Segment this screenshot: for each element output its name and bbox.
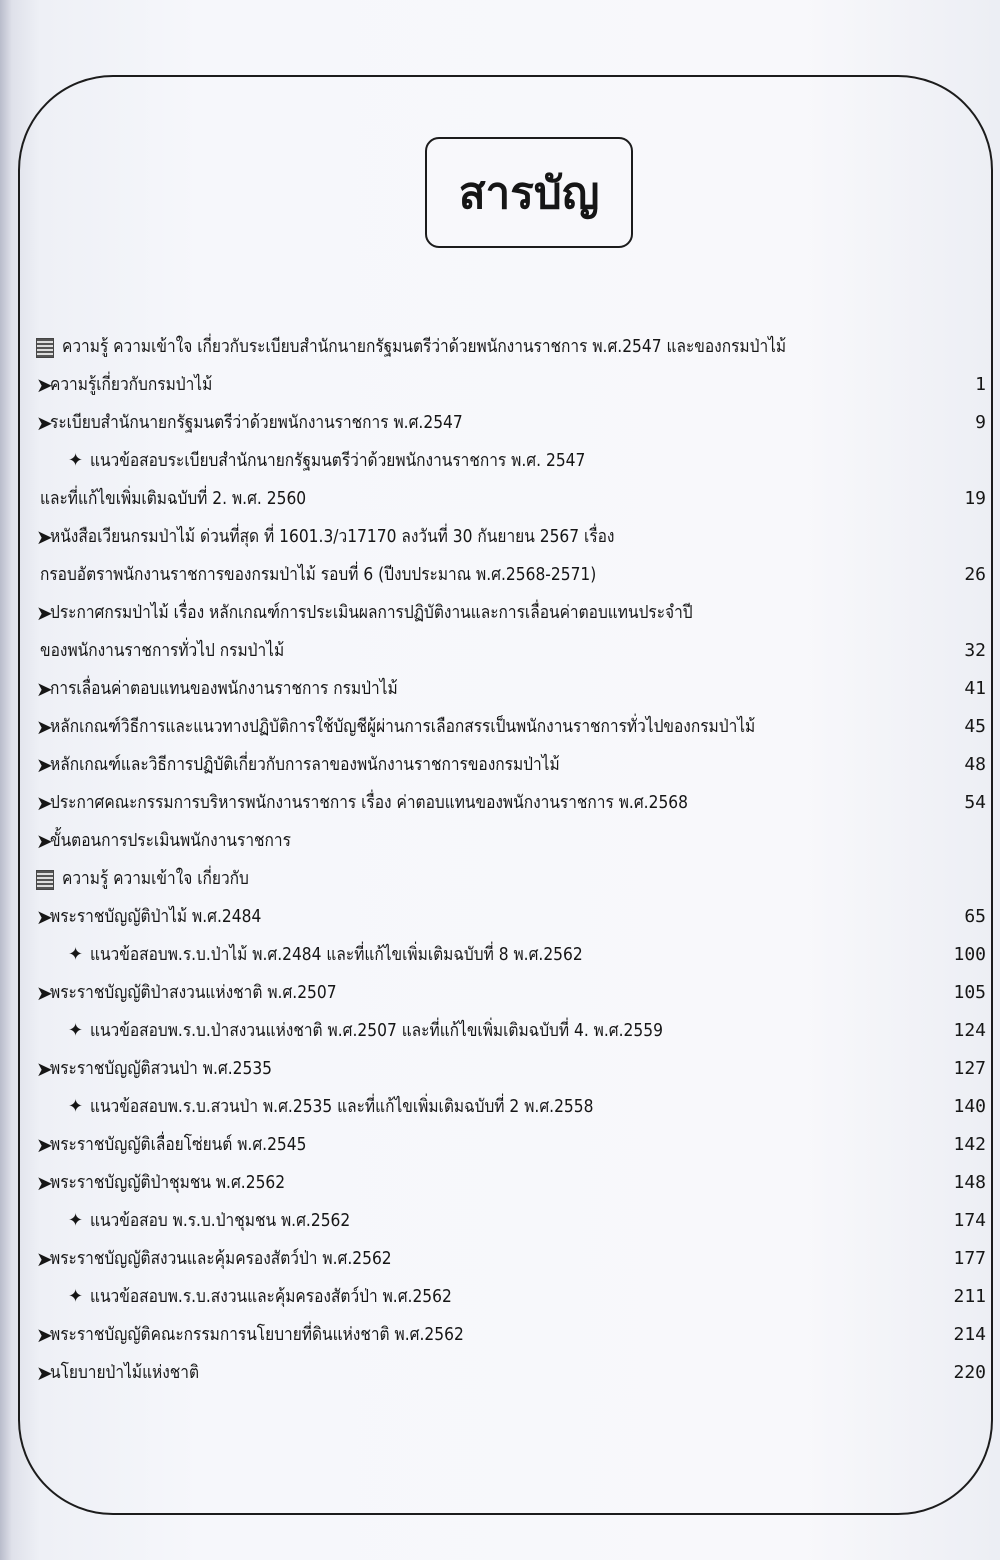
star-bullet-icon: ✦	[68, 1286, 84, 1307]
toc-entry	[30, 1164, 990, 1202]
toc-entry-title: ความรู้เกี่ยวกับกรมป่าไม้	[50, 374, 213, 395]
toc-entry	[30, 784, 990, 822]
toc-page-number: 26	[964, 564, 986, 585]
toc-page-number: 65	[964, 906, 986, 927]
toc-entry-title: พระราชบัญญัติสงวนและคุ้มครองสัตว์ป่า พ.ศ.2562	[50, 1248, 392, 1269]
arrow-bullet-icon: ➤	[36, 981, 53, 1005]
toc-page-number: 41	[964, 678, 986, 699]
toc-page-number: 48	[964, 754, 986, 775]
toc-entry	[30, 936, 990, 974]
toc-entry	[30, 366, 990, 404]
toc-entry-title: และที่แก้ไขเพิ่มเติมฉบับที่ 2. พ.ศ. 2560	[40, 488, 307, 509]
toc-page-number: 174	[953, 1210, 986, 1231]
document-icon	[36, 870, 54, 890]
arrow-bullet-icon: ➤	[36, 791, 53, 815]
toc-entry-title: แนวข้อสอบ พ.ร.บ.ป่าชุมชน พ.ศ.2562	[90, 1210, 351, 1231]
toc-entry-title: พระราชบัญญัติเลื่อยโซ่ยนต์ พ.ศ.2545	[50, 1134, 307, 1155]
document-icon	[36, 338, 54, 358]
arrow-bullet-icon: ➤	[36, 1133, 53, 1157]
toc-entry-title: ความรู้ ความเข้าใจ เกี่ยวกับ	[62, 868, 249, 889]
toc-entry-title: พระราชบัญญัติสวนป่า พ.ศ.2535	[50, 1058, 273, 1079]
arrow-bullet-icon: ➤	[36, 829, 53, 853]
star-bullet-icon: ✦	[68, 1210, 84, 1231]
toc-page-number: 140	[953, 1096, 986, 1117]
toc-entry	[30, 746, 990, 784]
arrow-bullet-icon: ➤	[36, 1171, 53, 1195]
arrow-bullet-icon: ➤	[36, 1323, 53, 1347]
toc-entry	[30, 442, 990, 480]
arrow-bullet-icon: ➤	[36, 411, 53, 435]
page-title: สารบัญ	[425, 137, 633, 248]
toc-entry-title: พระราชบัญญัติป่าสงวนแห่งชาติ พ.ศ.2507	[50, 982, 337, 1003]
toc-entry	[30, 1012, 990, 1050]
toc-entry-title: แนวข้อสอบระเบียบสำนักนายกรัฐมนตรีว่าด้วยพนักงานราชการ พ.ศ. 2547	[90, 450, 586, 471]
toc-entry	[30, 404, 990, 442]
toc-page-number: 220	[953, 1362, 986, 1383]
toc-entry	[30, 860, 990, 898]
star-bullet-icon: ✦	[68, 1096, 84, 1117]
arrow-bullet-icon: ➤	[36, 715, 53, 739]
toc-entry-title: ระเบียบสำนักนายกรัฐมนตรีว่าด้วยพนักงานราชการ พ.ศ.2547	[50, 412, 463, 433]
toc-entry-title: แนวข้อสอบพ.ร.บ.สงวนและคุ้มครองสัตว์ป่า พ.ศ.2562	[90, 1286, 452, 1307]
toc-page-number: 45	[964, 716, 986, 737]
star-bullet-icon: ✦	[68, 450, 84, 471]
toc-page-number: 124	[953, 1020, 986, 1041]
toc-entry-title: หลักเกณฑ์วิธีการและแนวทางปฏิบัติการใช้บัญชีผู้ผ่านการเลือกสรรเป็นพนักงานราชการทั่วไปของกรมป่าไม้	[50, 716, 756, 737]
toc-page-number: 105	[953, 982, 986, 1003]
toc-entry-title: ของพนักงานราชการทั่วไป กรมป่าไม้	[40, 640, 285, 661]
toc-entry	[30, 1316, 990, 1354]
toc-entry	[30, 1202, 990, 1240]
arrow-bullet-icon: ➤	[36, 1247, 53, 1271]
arrow-bullet-icon: ➤	[36, 525, 53, 549]
toc-page-number: 9	[975, 412, 986, 433]
toc-entry-title: แนวข้อสอบพ.ร.บ.ป่าไม้ พ.ศ.2484 และที่แก้ไขเพิ่มเติมฉบับที่ 8 พ.ศ.2562	[90, 944, 583, 965]
toc-entry-title: ประกาศคณะกรรมการบริหารพนักงานราชการ เรื่อง ค่าตอบแทนของพนักงานราชการ พ.ศ.2568	[50, 792, 688, 813]
toc-entry	[30, 328, 990, 366]
toc-page-number: 214	[953, 1324, 986, 1345]
toc-entry	[30, 1278, 990, 1316]
toc-page-number: 211	[953, 1286, 986, 1307]
toc-page-number: 32	[964, 640, 986, 661]
toc-page-number: 54	[964, 792, 986, 813]
toc-entry	[30, 670, 990, 708]
toc-entry	[30, 480, 990, 518]
toc-page-number: 127	[953, 1058, 986, 1079]
toc-page-number: 1	[975, 374, 986, 395]
toc-page-number: 142	[953, 1134, 986, 1155]
toc-entry	[30, 1126, 990, 1164]
star-bullet-icon: ✦	[68, 944, 84, 965]
toc-entry-title: ความรู้ ความเข้าใจ เกี่ยวกับระเบียบสำนักนายกรัฐมนตรีว่าด้วยพนักงานราชการ พ.ศ.2547 และของกรมป่าไม้	[62, 336, 787, 357]
toc-entry	[30, 1088, 990, 1126]
toc-entry	[30, 1240, 990, 1278]
toc-entry-title: กรอบอัตราพนักงานราชการของกรมป่าไม้ รอบที่ 6 (ปีงบประมาณ พ.ศ.2568-2571)	[40, 564, 597, 585]
star-bullet-icon: ✦	[68, 1020, 84, 1041]
toc-entry-title: ประกาศกรมป่าไม้ เรื่อง หลักเกณฑ์การประเมินผลการปฏิบัติงานและการเลื่อนค่าตอบแทนประจำปี	[50, 602, 693, 623]
toc-entry-title: นโยบายป่าไม้แห่งชาติ	[50, 1362, 200, 1383]
arrow-bullet-icon: ➤	[36, 601, 53, 625]
table-of-contents	[30, 328, 990, 1392]
toc-entry-title: หนังสือเวียนกรมป่าไม้ ด่วนที่สุด ที่ 1601.3/ว17170 ลงวันที่ 30 กันยายน 2567 เรื่อง	[50, 526, 615, 547]
toc-entry-title: หลักเกณฑ์และวิธีการปฏิบัติเกี่ยวกับการลาของพนักงานราชการของกรมป่าไม้	[50, 754, 560, 775]
toc-entry-title: การเลื่อนค่าตอบแทนของพนักงานราชการ กรมป่าไม้	[50, 678, 398, 699]
toc-entry	[30, 518, 990, 556]
toc-entry	[30, 1354, 990, 1392]
toc-entry-title: พระราชบัญญัติป่าชุมชน พ.ศ.2562	[50, 1172, 286, 1193]
arrow-bullet-icon: ➤	[36, 677, 53, 701]
arrow-bullet-icon: ➤	[36, 373, 53, 397]
toc-entry	[30, 594, 990, 632]
toc-entry-title: ขั้นตอนการประเมินพนักงานราชการ	[50, 830, 291, 851]
arrow-bullet-icon: ➤	[36, 1361, 53, 1385]
toc-page-number: 148	[953, 1172, 986, 1193]
toc-page-number: 177	[953, 1248, 986, 1269]
toc-entry-title: แนวข้อสอบพ.ร.บ.สวนป่า พ.ศ.2535 และที่แก้ไขเพิ่มเติมฉบับที่ 2 พ.ศ.2558	[90, 1096, 594, 1117]
toc-entry-title: พระราชบัญญัติคณะกรรมการนโยบายที่ดินแห่งชาติ พ.ศ.2562	[50, 1324, 464, 1345]
toc-page-number: 100	[953, 944, 986, 965]
toc-entry	[30, 556, 990, 594]
toc-entry-title: แนวข้อสอบพ.ร.บ.ป่าสงวนแห่งชาติ พ.ศ.2507 และที่แก้ไขเพิ่มเติมฉบับที่ 4. พ.ศ.2559	[90, 1020, 663, 1041]
arrow-bullet-icon: ➤	[36, 1057, 53, 1081]
arrow-bullet-icon: ➤	[36, 753, 53, 777]
toc-entry	[30, 708, 990, 746]
toc-entry-title: พระราชบัญญัติป่าไม้ พ.ศ.2484	[50, 906, 262, 927]
toc-entry	[30, 632, 990, 670]
toc-entry	[30, 1050, 990, 1088]
toc-entry	[30, 822, 990, 860]
toc-page-number: 19	[964, 488, 986, 509]
arrow-bullet-icon: ➤	[36, 905, 53, 929]
toc-entry	[30, 898, 990, 936]
toc-entry	[30, 974, 990, 1012]
